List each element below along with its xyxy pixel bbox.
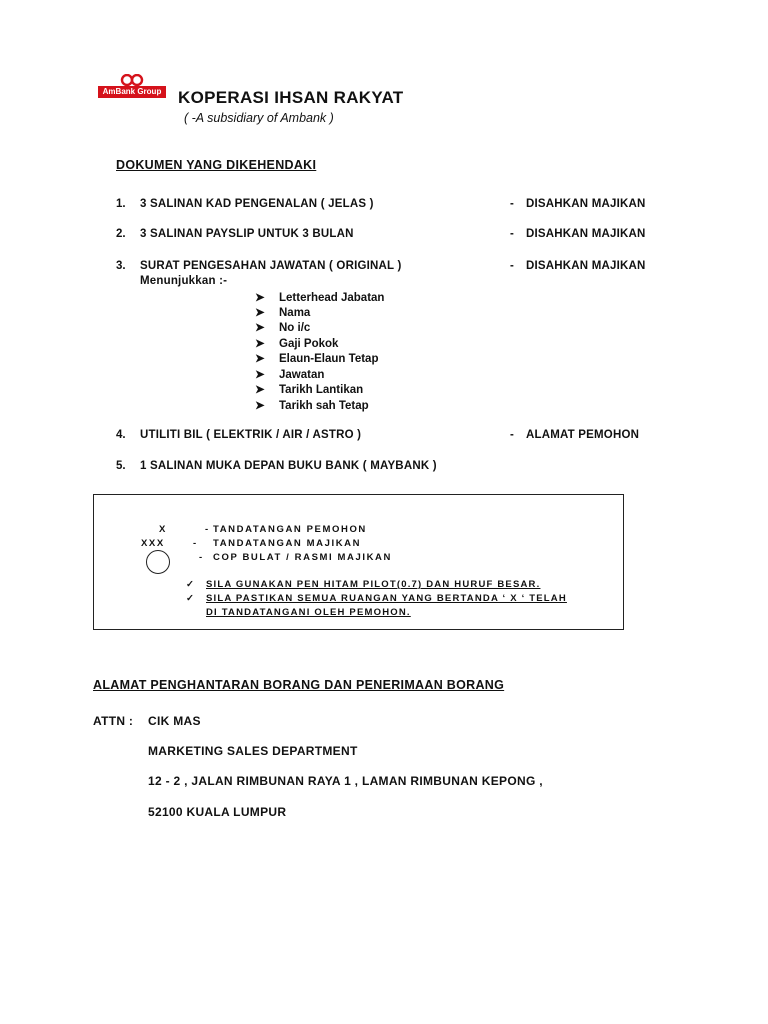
attn-label: ATTN : <box>93 714 134 728</box>
address-line: 12 - 2 , JALAN RIMBUNAN RAYA 1 , LAMAN RIMBUNAN KEPONG , <box>148 774 543 788</box>
instruction-note: ✓ SILA GUNAKAN PEN HITAM PILOT(0.7) DAN HURUF BESAR. <box>186 579 541 590</box>
sub-list-item: ➤ Gaji Pokok <box>255 338 339 350</box>
item-note: DISAHKAN MAJIKAN <box>526 260 646 272</box>
item-number: 4. <box>116 429 126 441</box>
address-line: 52100 KUALA LUMPUR <box>148 805 287 819</box>
sub-list-item: ➤ Tarikh sah Tetap <box>255 400 369 412</box>
stamp-circle-icon <box>146 550 170 574</box>
arrow-bullet-icon: ➤ <box>255 292 265 304</box>
item-text: 1 SALINAN MUKA DEPAN BUKU BANK ( MAYBANK ) <box>140 460 437 472</box>
item-dash: - <box>510 429 514 441</box>
sub-list-label: Menunjukkan :- <box>140 275 228 287</box>
item-text: SURAT PENGESAHAN JAWATAN ( ORIGINAL ) <box>140 260 402 272</box>
sub-list-item: ➤ Letterhead Jabatan <box>255 292 385 304</box>
documents-heading: DOKUMEN YANG DIKEHENDAKI <box>116 158 317 172</box>
page-title: KOPERASI IHSAN RAKYAT <box>178 88 404 107</box>
instruction-note-continued: DI TANDATANGANI OLEH PEMOHON. <box>206 607 411 618</box>
legend-dash: - <box>199 552 204 563</box>
arrow-bullet-icon: ➤ <box>255 400 265 412</box>
item-dash: - <box>510 260 514 272</box>
legend-dash: - <box>193 538 198 549</box>
item-note: ALAMAT PEMOHON <box>526 429 640 441</box>
ambank-logo <box>98 74 166 100</box>
item-dash: - <box>510 228 514 240</box>
page-subtitle: ( -A subsidiary of Ambank ) <box>184 111 334 125</box>
legend-text: COP BULAT / RASMI MAJIKAN <box>213 552 392 563</box>
legend-text: TANDATANGAN MAJIKAN <box>213 538 362 549</box>
item-number: 3. <box>116 260 126 272</box>
check-icon: ✓ <box>186 579 196 590</box>
arrow-bullet-icon: ➤ <box>255 307 265 319</box>
sub-list-item: ➤ Jawatan <box>255 369 325 381</box>
item-text: UTILITI BIL ( ELEKTRIK / AIR / ASTRO ) <box>140 429 362 441</box>
legend-text: TANDATANGAN PEMOHON <box>213 524 367 535</box>
arrow-bullet-icon: ➤ <box>255 369 265 381</box>
item-text: 3 SALINAN PAYSLIP UNTUK 3 BULAN <box>140 228 354 240</box>
sub-list-item: ➤ Nama <box>255 307 311 319</box>
item-text: 3 SALINAN KAD PENGENALAN ( JELAS ) <box>140 198 374 210</box>
arrow-bullet-icon: ➤ <box>255 384 265 396</box>
item-number: 2. <box>116 228 126 240</box>
item-number: 1. <box>116 198 126 210</box>
arrow-bullet-icon: ➤ <box>255 322 265 334</box>
logo-wordmark: AmBank Group <box>98 86 166 98</box>
legend-symbol: XXX <box>141 538 165 549</box>
item-number: 5. <box>116 460 126 472</box>
sub-list-item: ➤ No i/c <box>255 322 311 334</box>
instruction-note: ✓ SILA PASTIKAN SEMUA RUANGAN YANG BERTANDA ‘ X ‘ TELAH <box>186 593 567 604</box>
address-line: MARKETING SALES DEPARTMENT <box>148 744 358 758</box>
item-dash: - <box>510 198 514 210</box>
arrow-bullet-icon: ➤ <box>255 353 265 365</box>
item-note: DISAHKAN MAJIKAN <box>526 228 646 240</box>
check-icon: ✓ <box>186 593 196 604</box>
sub-list-item: ➤ Tarikh Lantikan <box>255 384 364 396</box>
ambank-symbol-icon <box>120 74 144 86</box>
address-heading: ALAMAT PENGHANTARAN BORANG DAN PENERIMAAN BORANG <box>93 678 505 692</box>
legend-dash: - <box>205 524 210 535</box>
item-note: DISAHKAN MAJIKAN <box>526 198 646 210</box>
legend-symbol: X <box>159 524 167 535</box>
sub-list-item: ➤ Elaun-Elaun Tetap <box>255 353 379 365</box>
arrow-bullet-icon: ➤ <box>255 338 265 350</box>
attn-name: CIK MAS <box>148 714 201 728</box>
